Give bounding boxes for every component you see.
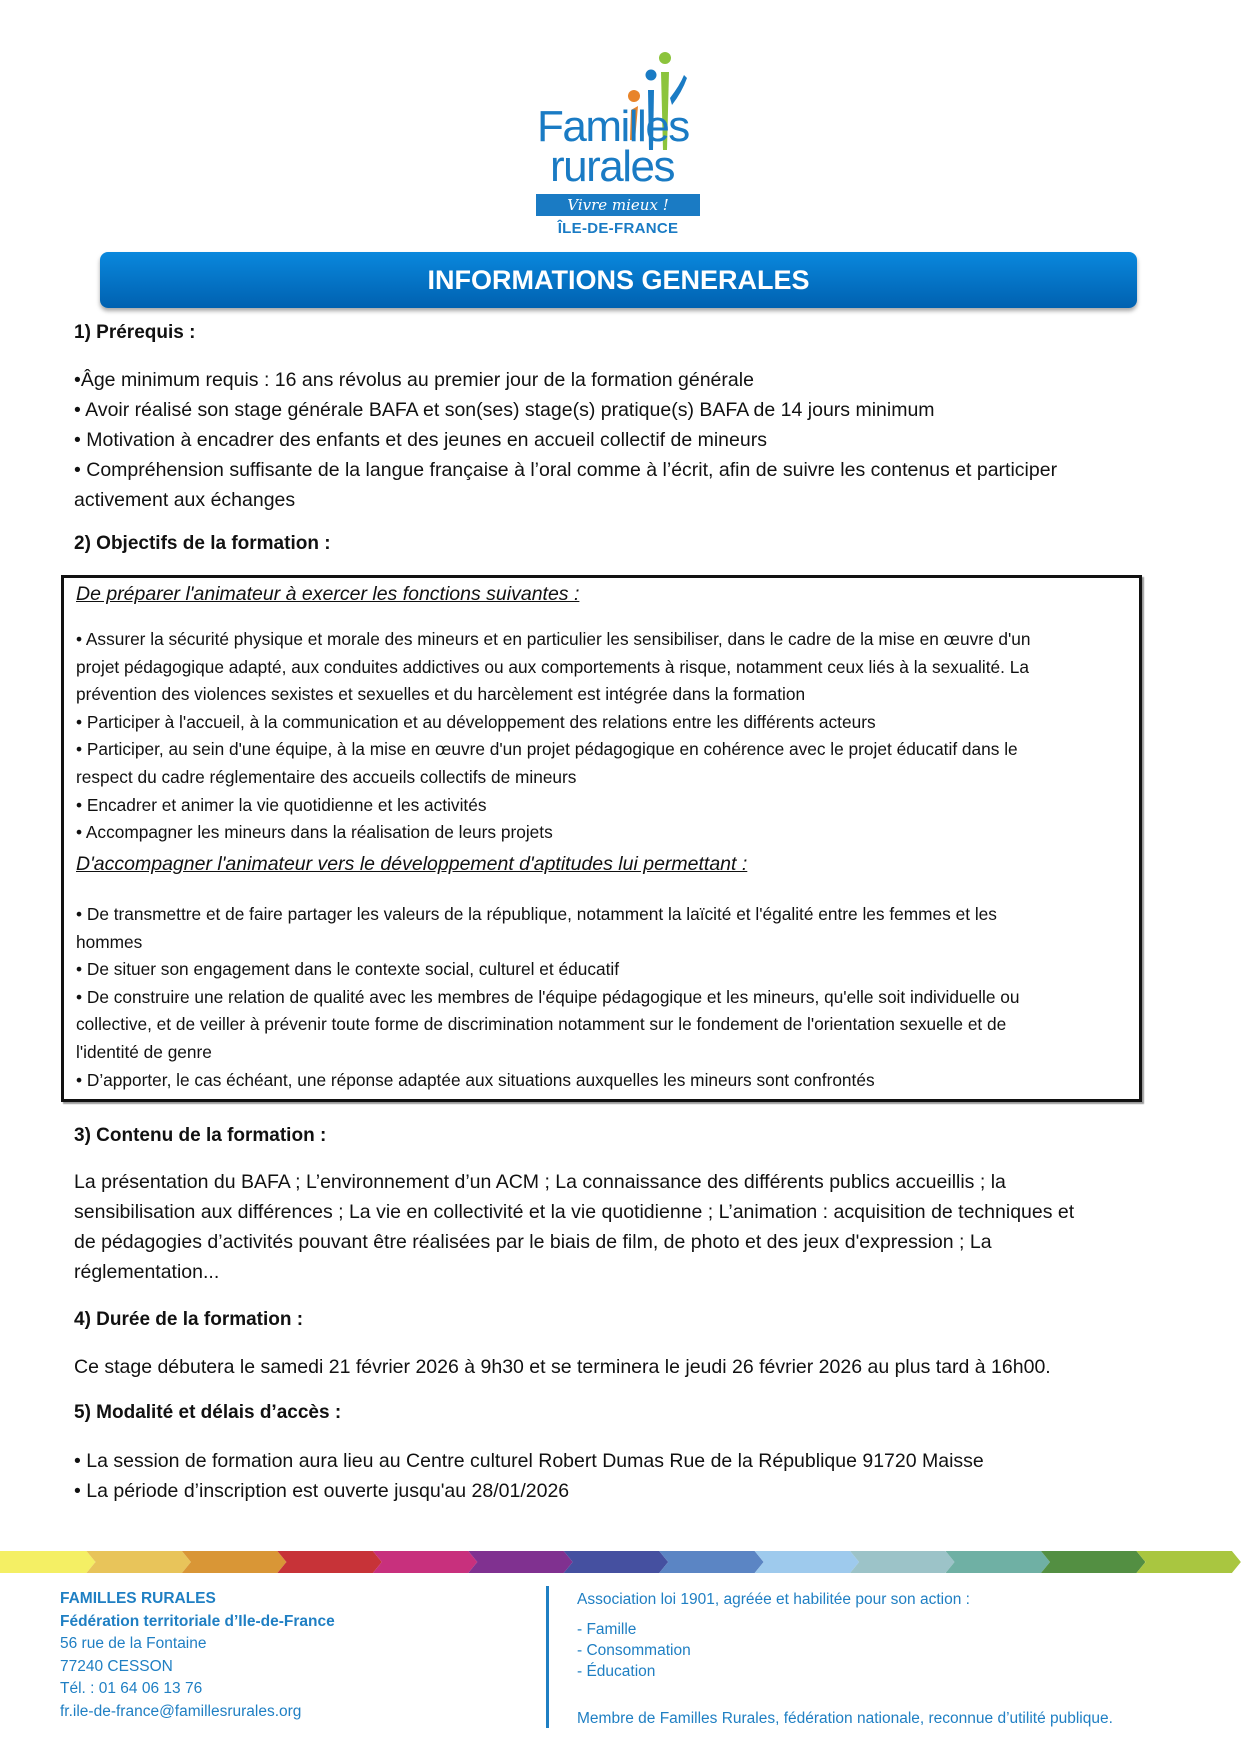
footer-action-item: - Famille bbox=[577, 1621, 637, 1638]
color-bar-segment bbox=[1041, 1551, 1145, 1573]
objectifs-group2-title: D'accompagner l'animateur vers le développement d'aptitudes lui permettant : bbox=[76, 853, 748, 875]
duree-line: Ce stage débutera le samedi 21 février 2026 à 9h30 et se terminera le jeudi 26 février 2026 au plus tard à 16h00. bbox=[74, 1356, 1051, 1378]
logo-word-familles: Familles bbox=[537, 102, 689, 151]
objectif-item: • Participer à l'accueil, à la communication et au développement des relations entre les différents acteurs bbox=[76, 711, 876, 732]
color-bar-segment bbox=[0, 1551, 95, 1573]
aptitude-item: • De situer son engagement dans le contexte social, culturel et éducatif bbox=[76, 959, 620, 980]
footer-association-info bbox=[577, 1589, 1113, 1729]
color-bar-segment bbox=[182, 1551, 286, 1573]
footer-org-name: FAMILLES RURALES bbox=[60, 1590, 216, 1607]
objectif-item: projet pédagogique adapté, aux conduites addictives ou aux comportements à risque, notamment ceux liés à la sexualité. La bbox=[76, 656, 1029, 677]
prerequis-item: • Motivation à encadrer des enfants et des jeunes en accueil collectif de mineurs bbox=[74, 429, 767, 451]
color-bar-segment bbox=[946, 1551, 1050, 1573]
duree-text bbox=[74, 1352, 1154, 1382]
color-bar-segment bbox=[755, 1551, 859, 1573]
objectif-item: • Encadrer et animer la vie quotidienne et les activités bbox=[76, 794, 487, 815]
prerequis-item: •Âge minimum requis : 16 ans révolus au premier jour de la formation générale bbox=[74, 369, 754, 391]
footer-city: 77240 CESSON bbox=[60, 1657, 173, 1675]
objectifs-box bbox=[61, 575, 1142, 1102]
footer-street: 56 rue de la Fontaine bbox=[60, 1635, 207, 1652]
objectifs-group1-title: De préparer l'animateur à exercer les fonctions suivantes : bbox=[76, 583, 580, 605]
color-bar-segment bbox=[373, 1551, 477, 1573]
objectif-item: • Assurer la sécurité physique et morale des mineurs et en particulier les sensibiliser, dans le cadre de la mise en œuvre d'un bbox=[76, 629, 1031, 649]
color-bar-segment bbox=[564, 1551, 668, 1573]
logo-word-rurales: rurales bbox=[550, 142, 674, 191]
footer-association-intro: Association loi 1901, agréée et habilitée pour son action : bbox=[577, 1591, 970, 1608]
objectifs-group1-list bbox=[76, 626, 1031, 847]
heading-objectifs: 2) Objectifs de la formation : bbox=[74, 533, 331, 554]
footer-federation: Fédération territoriale d’Ile-de-France bbox=[60, 1612, 335, 1630]
modalite-item: • La session de formation aura lieu au Centre culturel Robert Dumas Rue de la République 91720 Maisse bbox=[74, 1450, 984, 1472]
footer-membership: Membre de Familles Rurales, fédération nationale, reconnue d’utilité publique. bbox=[577, 1710, 1113, 1727]
footer-action-item: - Consommation bbox=[577, 1642, 691, 1659]
aptitude-item: l'identité de genre bbox=[76, 1041, 212, 1062]
decorative-color-bar bbox=[0, 1551, 1241, 1573]
heading-duree: 4) Durée de la formation : bbox=[74, 1309, 304, 1330]
color-bar-segment bbox=[1136, 1551, 1240, 1573]
prerequis-item-continuation: activement aux échanges bbox=[74, 489, 296, 511]
footer-email[interactable]: fr.ile-de-france@famillesrurales.org bbox=[60, 1702, 302, 1720]
prerequis-list bbox=[74, 365, 1154, 515]
familles-rurales-logo bbox=[530, 50, 710, 235]
contenu-line: réglementation... bbox=[74, 1261, 220, 1283]
footer-divider bbox=[546, 1586, 549, 1728]
prerequis-item: • Compréhension suffisante de la langue française à l’oral comme à l’écrit, afin de suivre les contenus et participer bbox=[74, 459, 1058, 481]
aptitude-item: • De transmettre et de faire partager les valeurs de la république, notamment la laïcité et l'égalité entre les femmes et les bbox=[76, 904, 997, 924]
heading-contenu: 3) Contenu de la formation : bbox=[74, 1125, 327, 1146]
heading-modalite: 5) Modalité et délais d’accès : bbox=[74, 1402, 342, 1423]
objectif-item: • Accompagner les mineurs dans la réalisation de leurs projets bbox=[76, 822, 553, 843]
objectif-item: respect du cadre réglementaire des accueils collectifs de mineurs bbox=[76, 766, 577, 787]
aptitude-item: • De construire une relation de qualité avec les membres de l'équipe pédagogique et les mineurs, qu'elle soit individuelle ou bbox=[76, 986, 1020, 1007]
color-bar-segment bbox=[86, 1551, 190, 1573]
footer-action-item: - Éducation bbox=[577, 1663, 656, 1680]
objectifs-group2-list bbox=[76, 901, 1020, 1094]
modalite-list bbox=[74, 1446, 1154, 1506]
heading-prerequis: 1) Prérequis : bbox=[74, 322, 196, 343]
aptitude-item: collective, et de veiller à prévenir toute forme de discrimination notamment sur le fondement de l'orientation sexuelle et de bbox=[76, 1014, 1007, 1035]
objectif-item: • Participer, au sein d'une équipe, à la mise en œuvre d'un projet pédagogique en cohérence avec le projet éducatif dans le bbox=[76, 739, 1018, 760]
objectif-item: prévention des violences sexistes et sexuelles et du harcèlement est intégrée dans la formation bbox=[76, 684, 806, 705]
contenu-paragraph bbox=[74, 1167, 1154, 1287]
color-bar-segment bbox=[277, 1551, 381, 1573]
color-bar-segment bbox=[468, 1551, 572, 1573]
logo-tagline: Vivre mieux ! bbox=[536, 194, 700, 216]
footer-contact bbox=[60, 1588, 335, 1723]
modalite-item: • La période d’inscription est ouverte jusqu'au 28/01/2026 bbox=[74, 1480, 570, 1502]
logo-region: ÎLE-DE-FRANCE bbox=[557, 220, 679, 237]
color-bar-segment bbox=[850, 1551, 954, 1573]
contenu-line: La présentation du BAFA ; L’environnement d’un ACM ; La connaissance des différents publics accueillis ; la bbox=[74, 1171, 1006, 1193]
footer-phone: Tél. : 01 64 06 13 76 bbox=[60, 1680, 203, 1697]
color-bar-segment bbox=[659, 1551, 763, 1573]
contenu-line: de pédagogies d’activités pouvant être réalisées par le biais de film, de photo et des jeux d'expression ; La bbox=[74, 1231, 992, 1253]
prerequis-item: • Avoir réalisé son stage générale BAFA et son(ses) stage(s) pratique(s) BAFA de 14 jours minimum bbox=[74, 399, 935, 421]
aptitude-item: hommes bbox=[76, 931, 143, 952]
page-title-banner: INFORMATIONS GENERALES bbox=[100, 252, 1137, 308]
aptitude-item: • D’apporter, le cas échéant, une réponse adaptée aux situations auxquelles les mineurs sont confrontés bbox=[76, 1069, 875, 1090]
contenu-line: sensibilisation aux différences ; La vie en collectivité et la vie quotidienne ; L’animation : acquisition de techniques et bbox=[74, 1201, 1075, 1223]
